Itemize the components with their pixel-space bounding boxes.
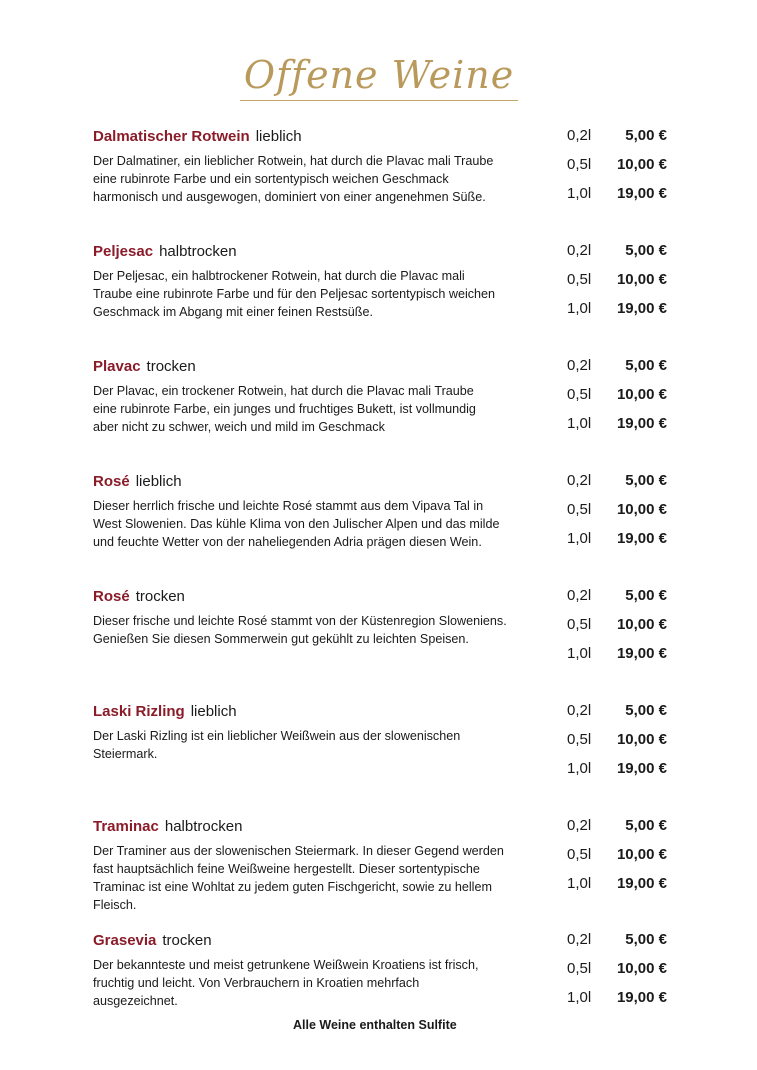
price: 5,00 € bbox=[625, 472, 667, 489]
volume: 0,2l bbox=[567, 817, 592, 834]
wine-description-line: Geschmack im Abgang mit einer feinen Restsüße. bbox=[93, 305, 373, 319]
volume: 1,0l bbox=[567, 645, 592, 662]
wine-name-text: Dalmatischer Rotwein bbox=[93, 128, 250, 145]
price-row bbox=[567, 501, 667, 530]
volume: 0,5l bbox=[567, 616, 592, 633]
price-row bbox=[567, 731, 667, 760]
price-row bbox=[567, 702, 667, 731]
wine-description-line: Der Plavac, ein trockener Rotwein, hat durch die Plavac mali Traube bbox=[93, 384, 474, 398]
wine-type: trocken bbox=[162, 932, 212, 949]
wine-type: lieblich bbox=[255, 128, 302, 145]
price: 5,00 € bbox=[625, 931, 667, 948]
wine-description-line: eine rubinrote Farbe, ein junges und fruchtiges Bukett, ist vollmundig bbox=[93, 402, 476, 416]
wine-description-line: aber nicht zu schwer, weich und mild im Geschmack bbox=[93, 420, 385, 434]
volume: 1,0l bbox=[567, 760, 592, 777]
price-row bbox=[567, 386, 667, 415]
price-row bbox=[567, 530, 667, 559]
price: 19,00 € bbox=[616, 875, 667, 892]
volume: 0,5l bbox=[567, 731, 592, 748]
wine-name bbox=[93, 128, 302, 145]
price-list bbox=[567, 587, 667, 674]
volume: 0,5l bbox=[567, 960, 592, 977]
wine-entry bbox=[93, 473, 673, 573]
wine-name-text: Rosé bbox=[93, 588, 130, 605]
volume: 1,0l bbox=[567, 185, 592, 202]
wine-name bbox=[93, 243, 237, 260]
price: 10,00 € bbox=[616, 846, 667, 863]
price-row bbox=[567, 472, 667, 501]
price-row bbox=[567, 817, 667, 846]
wine-description-line: fast hauptsächlich feine Weißweine hergestellt. Dieser sortentypische bbox=[93, 862, 480, 876]
price: 19,00 € bbox=[616, 530, 667, 547]
price: 19,00 € bbox=[616, 415, 667, 432]
wine-entry bbox=[93, 818, 673, 918]
wine-entry bbox=[93, 358, 673, 458]
price-row bbox=[567, 271, 667, 300]
price: 5,00 € bbox=[625, 817, 667, 834]
volume: 1,0l bbox=[567, 415, 592, 432]
price-row bbox=[567, 760, 667, 789]
wine-description-line: Der Laski Rizling ist ein lieblicher Weißwein aus der slowenischen bbox=[93, 729, 461, 743]
price: 19,00 € bbox=[616, 185, 667, 202]
wine-description-line: Der Dalmatiner, ein lieblicher Rotwein, hat durch die Plavac mali Traube bbox=[93, 154, 494, 168]
wine-name-text: Rosé bbox=[93, 473, 130, 490]
price: 10,00 € bbox=[616, 616, 667, 633]
price-list bbox=[567, 472, 667, 559]
wine-description bbox=[93, 727, 533, 763]
volume: 0,2l bbox=[567, 931, 592, 948]
price-row bbox=[567, 960, 667, 989]
wine-entry bbox=[93, 703, 673, 803]
price: 19,00 € bbox=[616, 300, 667, 317]
price-row bbox=[567, 300, 667, 329]
volume: 0,2l bbox=[567, 242, 592, 259]
volume: 1,0l bbox=[567, 875, 592, 892]
price-row bbox=[567, 357, 667, 386]
price-list bbox=[567, 127, 667, 214]
wine-description-line: Genießen Sie diesen Sommerwein gut gekühlt zu leichten Speisen. bbox=[93, 632, 469, 646]
wine-name bbox=[93, 932, 212, 949]
wine-description-line: fruchtig und leicht. Von Verbrauchern in Kroatien mehrfach bbox=[93, 976, 420, 990]
price-row bbox=[567, 185, 667, 214]
wine-description bbox=[93, 956, 533, 1010]
wine-type: halbtrocken bbox=[164, 818, 243, 835]
wine-description bbox=[93, 612, 533, 648]
price-row bbox=[567, 846, 667, 875]
price: 5,00 € bbox=[625, 357, 667, 374]
price-list bbox=[567, 357, 667, 444]
price-list bbox=[567, 931, 667, 1018]
volume: 0,5l bbox=[567, 156, 592, 173]
volume: 1,0l bbox=[567, 989, 592, 1006]
wine-entry bbox=[93, 588, 673, 688]
wine-description-line: Traube eine rubinrote Farbe und für den Peljesac sortentypisch weichen bbox=[93, 287, 496, 301]
wine-name-text: Grasevia bbox=[93, 932, 157, 949]
sulfite-notice: Alle Weine enthalten Sulfite bbox=[293, 1018, 457, 1032]
wine-description-line: und feuchte Wetter von der naheliegenden Adria prägen diesen Wein. bbox=[93, 535, 482, 549]
volume: 0,2l bbox=[567, 587, 592, 604]
price: 10,00 € bbox=[616, 386, 667, 403]
price: 10,00 € bbox=[616, 960, 667, 977]
volume: 0,2l bbox=[567, 127, 592, 144]
price: 10,00 € bbox=[616, 156, 667, 173]
volume: 0,2l bbox=[567, 472, 592, 489]
wine-description-line: Der Peljesac, ein halbtrockener Rotwein, hat durch die Plavac mali bbox=[93, 269, 465, 283]
volume: 0,5l bbox=[567, 271, 592, 288]
wine-description-line: Der bekannteste und meist getrunkene Weißwein Kroatiens ist frisch, bbox=[93, 958, 479, 972]
volume: 1,0l bbox=[567, 530, 592, 547]
price-row bbox=[567, 242, 667, 271]
wine-description-line: Traminac ist eine Wohltat zu jedem guten Fischgericht, sowie zu hellem bbox=[93, 880, 492, 894]
wine-description bbox=[93, 267, 533, 321]
price: 5,00 € bbox=[625, 587, 667, 604]
price-row bbox=[567, 931, 667, 960]
wine-entry bbox=[93, 128, 673, 228]
wine-description bbox=[93, 497, 533, 551]
wine-type: trocken bbox=[146, 358, 196, 375]
wine-name-text: Laski Rizling bbox=[93, 703, 185, 720]
price: 19,00 € bbox=[616, 989, 667, 1006]
wine-entry bbox=[93, 932, 673, 1032]
wine-name-text: Traminac bbox=[93, 818, 159, 835]
wine-type: lieblich bbox=[190, 703, 237, 720]
price-row bbox=[567, 616, 667, 645]
price-row bbox=[567, 127, 667, 156]
wine-type: trocken bbox=[135, 588, 185, 605]
wine-name bbox=[93, 703, 237, 720]
price: 5,00 € bbox=[625, 127, 667, 144]
price-row bbox=[567, 156, 667, 185]
wine-name bbox=[93, 818, 242, 835]
wine-description-line: ausgezeichnet. bbox=[93, 994, 178, 1008]
price: 10,00 € bbox=[616, 731, 667, 748]
volume: 0,2l bbox=[567, 702, 592, 719]
price-row bbox=[567, 989, 667, 1018]
price: 10,00 € bbox=[616, 501, 667, 518]
wine-name bbox=[93, 588, 185, 605]
price: 5,00 € bbox=[625, 242, 667, 259]
wine-name-text: Peljesac bbox=[93, 243, 154, 260]
price-list bbox=[567, 242, 667, 329]
page-title-text: Offene Weine bbox=[243, 53, 515, 97]
volume: 0,2l bbox=[567, 357, 592, 374]
wine-description bbox=[93, 152, 533, 206]
wine-type: halbtrocken bbox=[159, 243, 237, 260]
volume: 0,5l bbox=[567, 386, 592, 403]
wine-name-text: Plavac bbox=[93, 358, 141, 375]
price-row bbox=[567, 587, 667, 616]
volume: 0,5l bbox=[567, 501, 592, 518]
wine-name bbox=[93, 358, 196, 375]
wine-description-line: Der Traminer aus der slowenischen Steiermark. In dieser Gegend werden bbox=[93, 844, 504, 858]
wine-description-line: eine rubinrote Farbe und ein sortentypisch weichen Geschmack bbox=[93, 172, 449, 186]
price: 19,00 € bbox=[616, 645, 667, 662]
volume: 0,5l bbox=[567, 846, 592, 863]
wine-description-line: harmonisch und ausgewogen, dominiert von einer angenehmen Süße. bbox=[93, 190, 486, 204]
price-row bbox=[567, 875, 667, 904]
page-title bbox=[240, 52, 518, 101]
price-row bbox=[567, 415, 667, 444]
wine-description-line: Fleisch. bbox=[93, 898, 137, 912]
volume: 1,0l bbox=[567, 300, 592, 317]
price: 10,00 € bbox=[616, 271, 667, 288]
price: 5,00 € bbox=[625, 702, 667, 719]
wine-description-line: Dieser herrlich frische und leichte Rosé stammt aus dem Vipava Tal in bbox=[93, 499, 484, 513]
price-list bbox=[567, 702, 667, 789]
wine-name bbox=[93, 473, 182, 490]
wine-entry bbox=[93, 243, 673, 343]
wine-description-line: Steiermark. bbox=[93, 747, 158, 761]
wine-description-line: Dieser frische und leichte Rosé stammt von der Küstenregion Sloweniens. bbox=[93, 614, 507, 628]
wine-type: lieblich bbox=[135, 473, 182, 490]
wine-description bbox=[93, 842, 533, 914]
price-list bbox=[567, 817, 667, 904]
wine-description-line: West Slowenien. Das kühle Klima von den Julischer Alpen und das milde bbox=[93, 517, 500, 531]
price: 19,00 € bbox=[616, 760, 667, 777]
wine-description bbox=[93, 382, 533, 436]
price-row bbox=[567, 645, 667, 674]
